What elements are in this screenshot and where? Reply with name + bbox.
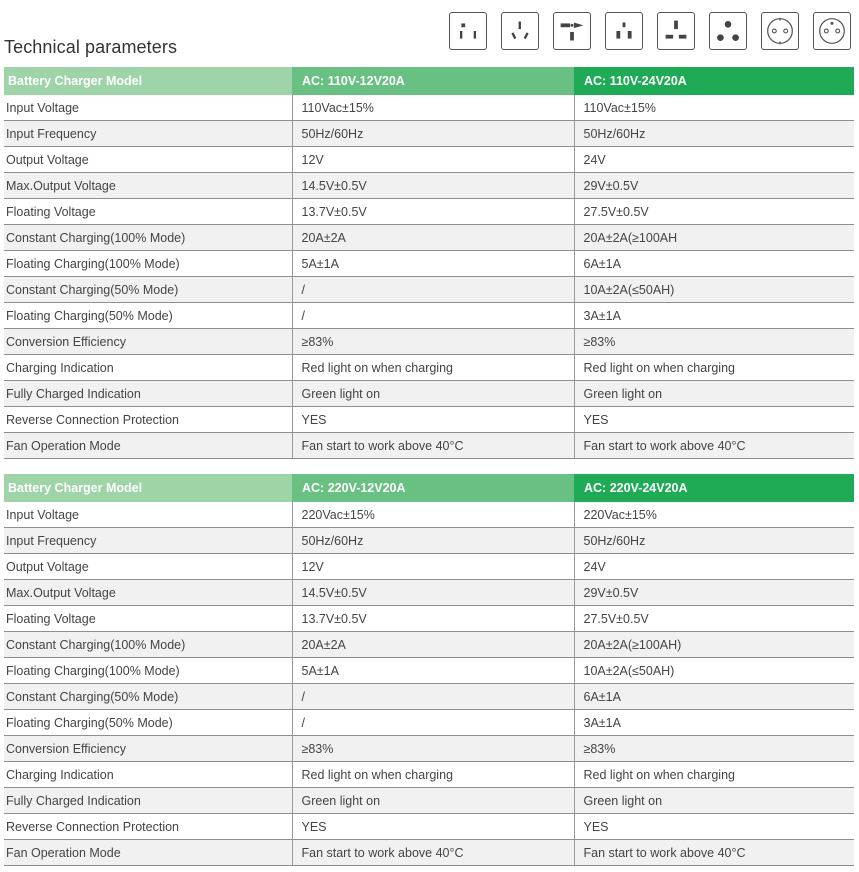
value-24v: Green light on <box>574 788 854 814</box>
param-label: Reverse Connection Protection <box>4 814 292 840</box>
param-label: Constant Charging(100% Mode) <box>4 632 292 658</box>
eu-swiss-plug-icon <box>605 12 643 50</box>
table-row <box>4 381 854 407</box>
table-row <box>4 736 854 762</box>
value-12v: / <box>292 277 574 303</box>
table-row <box>4 762 854 788</box>
param-label: Fan Operation Mode <box>4 433 292 459</box>
value-12v: / <box>292 684 574 710</box>
value-12v: Fan start to work above 40°C <box>292 840 574 866</box>
table-row <box>4 407 854 433</box>
value-12v: 13.7V±0.5V <box>292 606 574 632</box>
value-12v: / <box>292 303 574 329</box>
table-row <box>4 502 854 528</box>
table-row <box>4 303 854 329</box>
value-24v: 10A±2A(≤50AH) <box>574 277 854 303</box>
param-label: Floating Voltage <box>4 199 292 225</box>
value-12v: 5A±1A <box>292 251 574 277</box>
value-24v: 6A±1A <box>574 251 854 277</box>
value-24v: Fan start to work above 40°C <box>574 433 854 459</box>
param-label: Floating Voltage <box>4 606 292 632</box>
param-label: Fully Charged Indication <box>4 788 292 814</box>
table-row <box>4 814 854 840</box>
table-row <box>4 277 854 303</box>
table-row <box>4 147 854 173</box>
value-24v: Green light on <box>574 381 854 407</box>
value-24v: 29V±0.5V <box>574 580 854 606</box>
value-24v: 50Hz/60Hz <box>574 121 854 147</box>
param-label: Output Voltage <box>4 147 292 173</box>
uk-plug-icon <box>657 12 695 50</box>
table-header-row <box>4 67 854 95</box>
value-12v: YES <box>292 814 574 840</box>
value-12v: 50Hz/60Hz <box>292 528 574 554</box>
table-row <box>4 658 854 684</box>
value-24v: 3A±1A <box>574 710 854 736</box>
param-label: Fan Operation Mode <box>4 840 292 866</box>
table-row <box>4 710 854 736</box>
page-title: Technical parameters <box>4 37 178 57</box>
table-row <box>4 355 854 381</box>
value-24v: Fan start to work above 40°C <box>574 840 854 866</box>
param-label: Input Voltage <box>4 95 292 121</box>
param-label: Max.Output Voltage <box>4 580 292 606</box>
value-12v: Red light on when charging <box>292 355 574 381</box>
param-label: Floating Charging(50% Mode) <box>4 710 292 736</box>
value-24v: 50Hz/60Hz <box>574 528 854 554</box>
value-24v: 24V <box>574 554 854 580</box>
value-12v: Green light on <box>292 381 574 407</box>
value-12v: 20A±2A <box>292 225 574 251</box>
us-plug-icon <box>449 12 487 50</box>
value-12v: Fan start to work above 40°C <box>292 433 574 459</box>
table-row <box>4 199 854 225</box>
param-label: Floating Charging(100% Mode) <box>4 658 292 684</box>
header-model: Battery Charger Model <box>4 67 292 95</box>
table-row <box>4 632 854 658</box>
param-label: Input Frequency <box>4 121 292 147</box>
param-label: Fully Charged Indication <box>4 381 292 407</box>
table-row <box>4 528 854 554</box>
french-plug-icon <box>813 12 851 50</box>
table-row <box>4 606 854 632</box>
value-12v: 5A±1A <box>292 658 574 684</box>
value-12v: ≥83% <box>292 736 574 762</box>
header-model-12v: AC: 220V-12V20A <box>292 474 574 502</box>
param-label: Constant Charging(50% Mode) <box>4 277 292 303</box>
value-12v: Red light on when charging <box>292 762 574 788</box>
value-24v: YES <box>574 407 854 433</box>
table-row <box>4 433 854 459</box>
value-12v: 50Hz/60Hz <box>292 121 574 147</box>
table-row <box>4 95 854 121</box>
value-12v: 20A±2A <box>292 632 574 658</box>
table-row <box>4 251 854 277</box>
param-label: Charging Indication <box>4 355 292 381</box>
value-24v: YES <box>574 814 854 840</box>
universal-plug-icon <box>553 12 591 50</box>
param-label: Conversion Efficiency <box>4 736 292 762</box>
param-label: Reverse Connection Protection <box>4 407 292 433</box>
value-24v: 27.5V±0.5V <box>574 606 854 632</box>
value-12v: 220Vac±15% <box>292 502 574 528</box>
param-label: Floating Charging(100% Mode) <box>4 251 292 277</box>
param-label: Max.Output Voltage <box>4 173 292 199</box>
value-12v: 14.5V±0.5V <box>292 580 574 606</box>
table-row <box>4 788 854 814</box>
table-row <box>4 225 854 251</box>
value-12v: 14.5V±0.5V <box>292 173 574 199</box>
table-row <box>4 121 854 147</box>
header-model-24v: AC: 110V-24V20A <box>574 67 854 95</box>
spec-table-110v <box>4 67 854 459</box>
header-model-12v: AC: 110V-12V20A <box>292 67 574 95</box>
table-header-row <box>4 474 854 502</box>
value-12v: / <box>292 710 574 736</box>
value-24v: ≥83% <box>574 329 854 355</box>
value-12v: 12V <box>292 554 574 580</box>
value-24v: 3A±1A <box>574 303 854 329</box>
value-24v: 10A±2A(≤50AH) <box>574 658 854 684</box>
schuko-plug-icon <box>761 12 799 50</box>
table-row <box>4 580 854 606</box>
table-row <box>4 173 854 199</box>
param-label: Constant Charging(100% Mode) <box>4 225 292 251</box>
param-label: Output Voltage <box>4 554 292 580</box>
param-label: Floating Charging(50% Mode) <box>4 303 292 329</box>
param-label: Input Voltage <box>4 502 292 528</box>
value-12v: Green light on <box>292 788 574 814</box>
param-label: Conversion Efficiency <box>4 329 292 355</box>
value-12v: 110Vac±15% <box>292 95 574 121</box>
value-12v: ≥83% <box>292 329 574 355</box>
value-24v: 220Vac±15% <box>574 502 854 528</box>
table-row <box>4 554 854 580</box>
value-24v: 110Vac±15% <box>574 95 854 121</box>
value-24v: 29V±0.5V <box>574 173 854 199</box>
round-pin-plug-icon <box>709 12 747 50</box>
value-24v: 20A±2A(≥100AH <box>574 225 854 251</box>
param-label: Charging Indication <box>4 762 292 788</box>
au-plug-icon <box>501 12 539 50</box>
param-label: Input Frequency <box>4 528 292 554</box>
spec-table-220v <box>4 474 854 866</box>
header-model: Battery Charger Model <box>4 474 292 502</box>
value-12v: 13.7V±0.5V <box>292 199 574 225</box>
value-24v: 6A±1A <box>574 684 854 710</box>
value-24v: 20A±2A(≥100AH) <box>574 632 854 658</box>
value-24v: Red light on when charging <box>574 762 854 788</box>
table-row <box>4 329 854 355</box>
value-24v: Red light on when charging <box>574 355 854 381</box>
header-model-24v: AC: 220V-24V20A <box>574 474 854 502</box>
param-label: Constant Charging(50% Mode) <box>4 684 292 710</box>
value-12v: YES <box>292 407 574 433</box>
value-12v: 12V <box>292 147 574 173</box>
table-row <box>4 684 854 710</box>
value-24v: 24V <box>574 147 854 173</box>
value-24v: ≥83% <box>574 736 854 762</box>
value-24v: 27.5V±0.5V <box>574 199 854 225</box>
table-row <box>4 840 854 866</box>
